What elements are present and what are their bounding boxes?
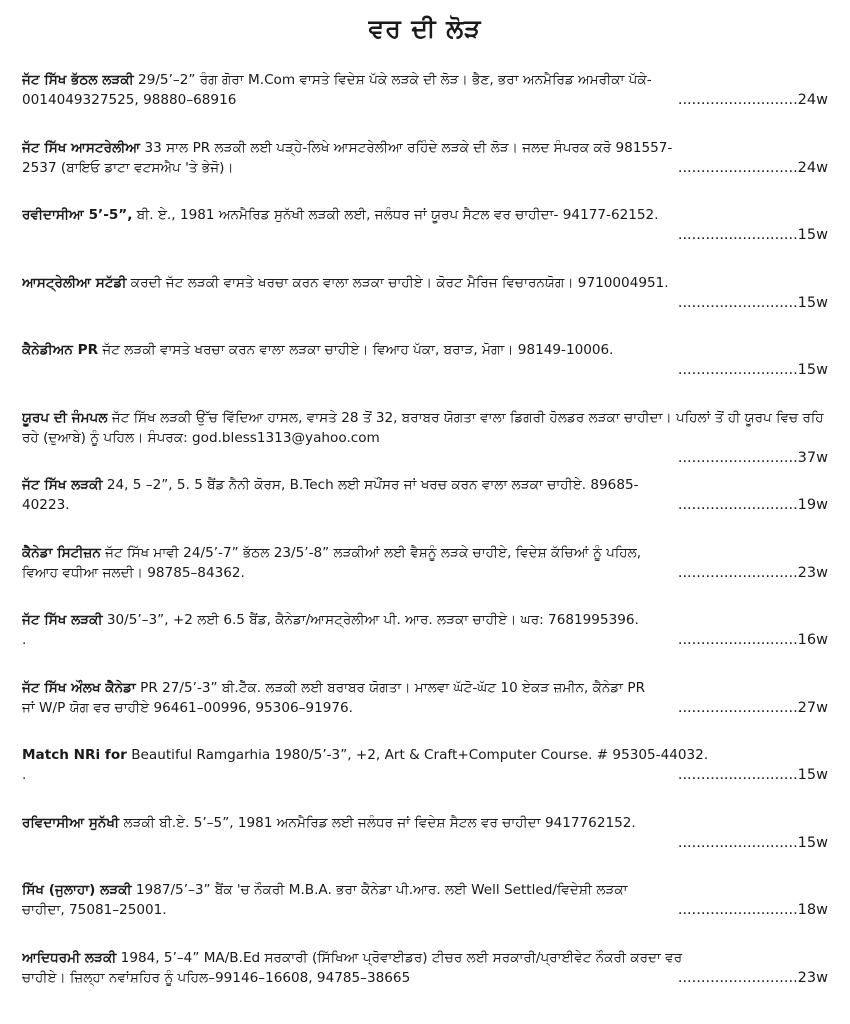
ads-list: [22, 70, 828, 1015]
ad-lead: ਜੱਟ ਸਿੱਖ ਲੜਕੀ: [22, 477, 103, 493]
ad-footer: [22, 563, 828, 583]
ad-footer: [22, 495, 828, 515]
ad-body: ਜੱਟ ਸਿੱਖ ਲੜਕੀ ਉੱਚ ਵਿੱਦਿਆ ਹਾਸਲ, ਵਾਸਤੇ 28 ਤੋਂ 32, ਬਰਾਬਰ ਯੋਗਤਾ ਵਾਲਾ ਡਿਗਰੀ ਹੋਲਡਰ ਲੜਕਾ ਚਾਹੀਦਾ। ਪਹਿਲਾਂ ਤੋਂ ਹੀ ਯੂਰਪ ਵਿਚ ਰਹਿ ਰਹੇ (ਦੁਆਬੇ) ਨੂੰ ਪਹਿਲ। ਸੰਪਰਕ: god.bless1313@yahoo.com: [22, 409, 824, 446]
ad-text: [22, 408, 828, 448]
ad-tail: .: [22, 632, 27, 648]
ad-code: ..........................19w: [677, 497, 828, 513]
ad-tail: ਵਿਆਹ ਵਧੀਆ ਜਲਦੀ। 98785–84362.: [22, 564, 245, 581]
ad-body: 24, 5 –2”, 5. 5 ਬੈਂਡ ਨੈਨੀ ਕੋਰਸ, B.Tech ਲਈ ਸਪੌਂਸਰ ਜਾਂ ਖਰਚ ਕਰਨ ਵਾਲਾ ਲੜਕਾ ਚਾਹੀਏ. 89685-: [102, 477, 639, 493]
ad-text: [22, 745, 828, 765]
ad-lead: ਜੱਟ ਸਿੱਖ ਲੜਕੀ: [22, 612, 103, 628]
ad-body: ਜੱਟ ਸਿੱਖ ਮਾਵੀ 24/5’-7” ਭੱਠਲ 23/5’-8” ਲੜਕੀਆਂ ਲਈ ਵੈਸ਼ਨੂੰ ਲੜਕੇ ਚਾਹੀਏ, ਵਿਦੇਸ਼ ਕੱਚਿਆਂ ਨੂੰ ਪਹਿਲ,: [100, 544, 642, 561]
ad-lead: ਸਿੱਖ (ਜੁਲਾਹਾ) ਲੜਕੀ: [22, 882, 132, 898]
classified-ad: [22, 745, 828, 813]
ad-code: ..........................15w: [677, 227, 828, 243]
ad-footer: [22, 158, 828, 178]
ad-text: [22, 813, 828, 833]
ad-body: ਲੜਕੀ ਬੀ.ਏ. 5’–5”, 1981 ਅਨਮੈਰਿਡ ਲਈ ਜਲੰਧਰ ਜਾਂ ਵਿਦੇਸ਼ ਸੈਟਲ ਵਰ ਚਾਹੀਦਾ 9417762152.: [119, 814, 636, 831]
ad-code: ..........................27w: [677, 699, 828, 716]
ad-body: PR 27/5’-3” ਬੀ.ਟੈੱਕ. ਲੜਕੀ ਲਈ ਬਰਾਬਰ ਯੋਗਤਾ। ਮਾਲਵਾ ਘੱਟੋ-ਘੱਟ 10 ਏਕੜ ਜ਼ਮੀਨ, ਕੈਨੇਡਾ PR: [135, 679, 646, 696]
ad-text: [22, 273, 828, 293]
ad-body: 33 ਸਾਲ PR ਲੜਕੀ ਲਈ ਪੜ੍ਹੇ-ਲਿਖੇ ਆਸਟਰੇਲੀਆ ਰਹਿੰਦੇ ਲੜਕੇ ਦੀ ਲੋੜ। ਜਲਦ ਸੰਪਰਕ ਕਰੋ 981557-: [140, 139, 673, 156]
ad-tail: ਚਾਹੀਏ। ਜ਼ਿਲ੍ਹਾ ਨਵਾਂਸ਼ਹਿਰ ਨੂੰ ਪਹਿਲ–99146–16608, 94785–38665: [22, 969, 411, 986]
ad-footer: [22, 630, 828, 650]
ad-code: ..........................37w: [677, 449, 828, 466]
classified-ad: [22, 408, 828, 476]
ad-footer: [22, 225, 828, 245]
classified-ad: [22, 610, 828, 678]
classified-ad: [22, 678, 828, 746]
ad-footer: [22, 90, 828, 110]
ad-body: 1984, 5’–4” MA/B.Ed ਸਰਕਾਰੀ (ਸਿੱਖਿਆ ਪ੍ਰੋਵਾਈਡਰ) ਟੀਚਰ ਲਈ ਸਰਕਾਰੀ/ਪ੍ਰਾਈਵੇਟ ਨੌਕਰੀ ਕਰਦਾ ਵਰ: [116, 949, 683, 966]
ad-code: ..........................18w: [677, 902, 828, 918]
classified-ad: [22, 948, 828, 1016]
ad-code: ..........................15w: [677, 362, 828, 378]
ad-body: ਬੀ. ਏ., 1981 ਅਨਮੈਰਿਡ ਸੁਨੱਖੀ ਲੜਕੀ ਲਈ, ਜਲੰਧਰ ਜਾਂ ਯੂਰਪ ਸੈਟਲ ਵਰ ਚਾਹੀਦਾ- 94177-62152.: [132, 207, 659, 223]
ad-tail: .: [22, 767, 27, 783]
ad-text: [22, 543, 828, 563]
ad-code: ..........................16w: [677, 632, 828, 648]
classified-ad: [22, 138, 828, 206]
ad-code: ..........................15w: [677, 294, 828, 311]
ad-body: ਜੱਟ ਲੜਕੀ ਵਾਸਤੇ ਖਰਚਾ ਕਰਨ ਵਾਲਾ ਲੜਕਾ ਚਾਹੀਏ। ਵਿਆਹ ਪੱਕਾ, ਬਰਾੜ, ਮੋਗਾ। 98149-10006.: [98, 342, 614, 358]
ad-lead: ਜੱਟ ਸਿੱਖ ਔਲਖ ਕੈਨੇਡਾ: [22, 679, 136, 696]
ad-footer: [22, 448, 828, 468]
ad-body: Beautiful Ramgarhia 1980/5’-3”, +2, Art & Craft+Computer Course. # 95305-44032.: [126, 747, 709, 763]
ad-lead: ਰਵਿਦਾਸੀਆ ਸੁਨੱਖੀ: [22, 814, 120, 831]
ad-text: [22, 678, 828, 698]
classified-ad: [22, 813, 828, 881]
ad-footer: [22, 293, 828, 313]
classified-ad: [22, 70, 828, 138]
classified-ad: [22, 273, 828, 341]
ad-text: [22, 70, 828, 90]
ad-lead: ਜੱਟ ਸਿੱਖ ਭੱਠਲ ਲੜਕੀ: [22, 72, 134, 88]
ad-lead: Match NRi for: [22, 747, 127, 763]
classified-ad: [22, 340, 828, 408]
classified-ad: [22, 205, 828, 273]
ad-code: ..........................15w: [677, 834, 828, 851]
ad-text: [22, 610, 828, 630]
ad-lead: ਆਸਟ੍ਰੇਲੀਆ ਸਟੱਡੀ: [22, 274, 127, 291]
ad-lead: ਆਦਿਧਰਮੀ ਲੜਕੀ: [22, 949, 117, 966]
ad-footer: [22, 765, 828, 785]
ad-code: ..........................15w: [677, 767, 828, 783]
ad-text: [22, 948, 828, 968]
ad-lead: ਕੈਨੇਡੀਅਨ PR: [22, 342, 99, 358]
ad-lead: ਰਵੀਦਾਸੀਆ 5’-5”,: [22, 207, 133, 223]
ad-body: 30/5’–3”, +2 ਲਈ 6.5 ਬੈਂਡ, ਕੈਨੇਡਾ/ਆਸਟ੍ਰੇਲੀਆ ਪੀ. ਆਰ. ਲੜਕਾ ਚਾਹੀਏ। ਘਰ: 7681995396.: [102, 612, 639, 628]
ad-body: ਕਰਦੀ ਜੱਟ ਲੜਕੀ ਵਾਸਤੇ ਖਰਚਾ ਕਰਨ ਵਾਲਾ ਲੜਕਾ ਚਾਹੀਏ। ਕੋਰਟ ਮੈਰਿਜ ਵਿਚਾਰਨਯੋਗ। 9710004951.: [126, 274, 669, 291]
ad-tail: 0014049327525, 98880–68916: [22, 92, 237, 108]
ad-tail: ਚਾਹੀਦਾ, 75081–25001.: [22, 902, 167, 918]
ad-footer: [22, 968, 828, 988]
ad-text: [22, 880, 828, 900]
ad-text: [22, 138, 828, 158]
ad-code: ..........................23w: [677, 969, 828, 986]
ad-lead: ਜੱਟ ਸਿੱਖ ਆਸਟਰੇਲੀਆ: [22, 139, 141, 156]
ad-text: [22, 205, 828, 225]
ad-footer: [22, 698, 828, 718]
ad-footer: [22, 833, 828, 853]
ad-lead: ਯੂਰਪ ਦੀ ਜੰਮਪਲ: [22, 409, 108, 426]
ad-tail: 2537 (ਬਾਇਓ ਡਾਟਾ ਵਟਸਐਪ 'ਤੇ ਭੇਜੋ)।: [22, 159, 234, 176]
ad-lead: ਕੈਨੇਡਾ ਸਿਟੀਜ਼ਨ: [22, 544, 101, 561]
ad-code: ..........................23w: [677, 564, 828, 581]
ad-tail: 40223.: [22, 497, 70, 513]
ad-footer: [22, 900, 828, 920]
ad-footer: [22, 360, 828, 380]
ad-code: ..........................24w: [677, 92, 828, 108]
classified-ad: [22, 543, 828, 611]
ad-body: 1987/5’–3” ਬੈਂਕ 'ਚ ਨੌਕਰੀ M.B.A. ਭਰਾ ਕੈਨੇਡਾ ਪੀ.ਆਰ. ਲਈ Well Settled/ਵਿਦੇਸ਼ੀ ਲੜਕਾ: [131, 882, 628, 898]
ad-text: [22, 340, 828, 360]
ad-body: 29/5’–2” ਰੰਗ ਗੋਰਾ M.Com ਵਾਸਤੇ ਵਿਦੇਸ਼ ਪੱਕੇ ਲੜਕੇ ਦੀ ਲੋੜ। ਭੈਣ, ਭਰਾ ਅਨਮੈਰਿਡ ਅਮਰੀਕਾ ਪੱਕੇ-: [133, 72, 652, 88]
ad-code: ..........................24w: [677, 159, 828, 176]
classified-ad: [22, 475, 828, 543]
classified-ad: [22, 880, 828, 948]
page-title: ਵਰ ਦੀ ਲੋੜ: [368, 14, 482, 43]
ad-text: [22, 475, 828, 495]
ad-tail: ਜਾਂ W/P ਯੋਗ ਵਰ ਚਾਹੀਏ 96461–00996, 95306–91976.: [22, 699, 353, 716]
